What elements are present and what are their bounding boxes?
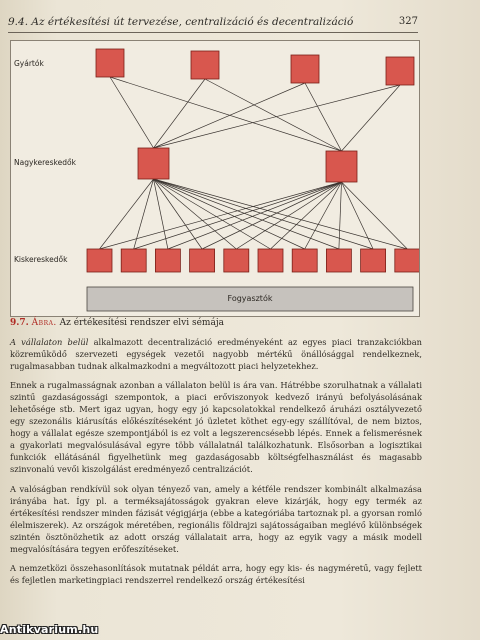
link-wholesaler-2-retailer-1 [100,182,342,249]
link-producer-4-wholesaler-2 [342,85,401,151]
retailer-node-7 [292,249,317,272]
retailer-node-8 [326,249,351,272]
figure-caption [10,318,418,328]
paragraph-1-text: alkalmazott decentralizáció eredményeként az egyes piaci tranzakciókban közreműködő szervezeti egységek vezetői nagyobb mértékű önállósággal rendelkeznek, rugalmasabban tudnak alkalmazkodni a megváltozott piaci helyzetekhez. [10,337,422,372]
link-wholesaler-2-retailer-5 [236,182,341,249]
producer-node-4 [386,57,414,85]
paragraph-1 [10,336,422,372]
link-producer-2-wholesaler-2 [205,79,342,151]
label-retailers: Kiskereskedők [14,255,68,264]
link-wholesaler-2-retailer-9 [342,182,374,249]
distribution-diagram [10,40,420,317]
link-wholesaler-2-retailer-4 [202,182,341,249]
page-number: 327 [398,16,418,27]
retailer-node-4 [190,249,215,272]
label-wholesalers: Nagykereskedők [14,158,76,167]
link-producer-3-wholesaler-1 [154,83,306,148]
retailer-node-10 [395,249,419,272]
paragraph-2: Ennek a rugalmasságnak azonban a vállalaton belül is ára van. Hátrébbe szorulhatnak a vállalati szintű gazdaságossági szempontok, a piaci erőviszonyok kedvező irányú befolyásolásának lehetősége stb. Mert igaz ugyan, hogy egy jó kapcsolatokkal rendelkező áruházi osztályvezető egy szezonális kiárusítás előkészítéseként jó üzletet köthet egy-egy szállítóval, de nem biztos, hogy a vállalat egésze szempontjából is ez volt a legszerencsésebb lépés. Ennek a felismerésnek a gyakorlati megvalósulásával egyre több vállalatnál találkozhatunk. Elsősorban a logisztikai funkciók ellátásánál figyelhetünk meg gazdaságosabb költségfelhasználást és magasabb szinvonalú vevői kiszolgálást eredményező centralizációt. [10,380,422,475]
link-wholesaler-1-retailer-1 [100,179,154,249]
paragraph-3: A valóságban rendkívül sok olyan tényező van, amely a kétféle rendszer kombinált alkalmazása irányába hat. Így pl. a terméksajátosságok gyakran eleve kizárják, hogy egy termék az értékesítési rendszer minden fázisát végigjárja (ebbe a kategóriába tartoznak pl. a gyorsan romló élelmiszerek). Az országok méretében, regionális földrajzi sajátosságaiban meglévő különbségek szintén ösztönözhetik az adott ország vállalatait arra, hogy az egyik vagy a másik modell megvalósítására tegyen erőfeszítéseket. [10,483,422,554]
link-producer-2-wholesaler-1 [154,79,206,148]
retailer-node-3 [155,249,180,272]
figure-number: 9.7. [10,318,29,328]
retailer-node-1 [87,249,112,272]
body-text [10,336,422,592]
watermark: Antikvarium.hu [0,623,99,636]
wholesaler-node-1 [138,148,169,179]
retailer-node-5 [224,249,249,272]
link-wholesaler-1-retailer-10 [154,179,408,249]
producer-node-1 [96,49,124,77]
link-wholesaler-2-retailer-10 [342,182,408,249]
producer-node-2 [191,51,219,79]
figure-caption-text: Az értékesítési rendszer elvi sémája [59,318,224,328]
retailer-node-9 [361,249,386,272]
paragraph-1-emphasis: A vállalaton belül [10,337,89,347]
chapter-title: 9.4. Az értékesítési út tervezése, centralizáció és decentralizáció [8,16,354,28]
running-header [8,14,418,33]
link-wholesaler-1-retailer-8 [154,179,339,249]
wholesaler-node-2 [326,151,357,182]
link-producer-4-wholesaler-1 [154,85,401,148]
producer-node-3 [291,55,319,83]
label-producers: Gyártók [14,59,44,68]
paragraph-4: A nemzetközi összehasonlítások mutatnak példát arra, hogy egy kis- és nagyméretű, vagy fejlett és fejletlen marketingpiaci rendszerrel rendelkező ország értékesítési [10,562,422,585]
retailer-node-6 [258,249,283,272]
link-producer-1-wholesaler-2 [110,77,342,151]
link-producer-1-wholesaler-1 [110,77,154,148]
label-consumers: Fogyasztók [227,294,273,303]
figure-label: Ábra. [31,318,57,328]
diagram-canvas [11,41,419,316]
retailer-node-2 [121,249,146,272]
